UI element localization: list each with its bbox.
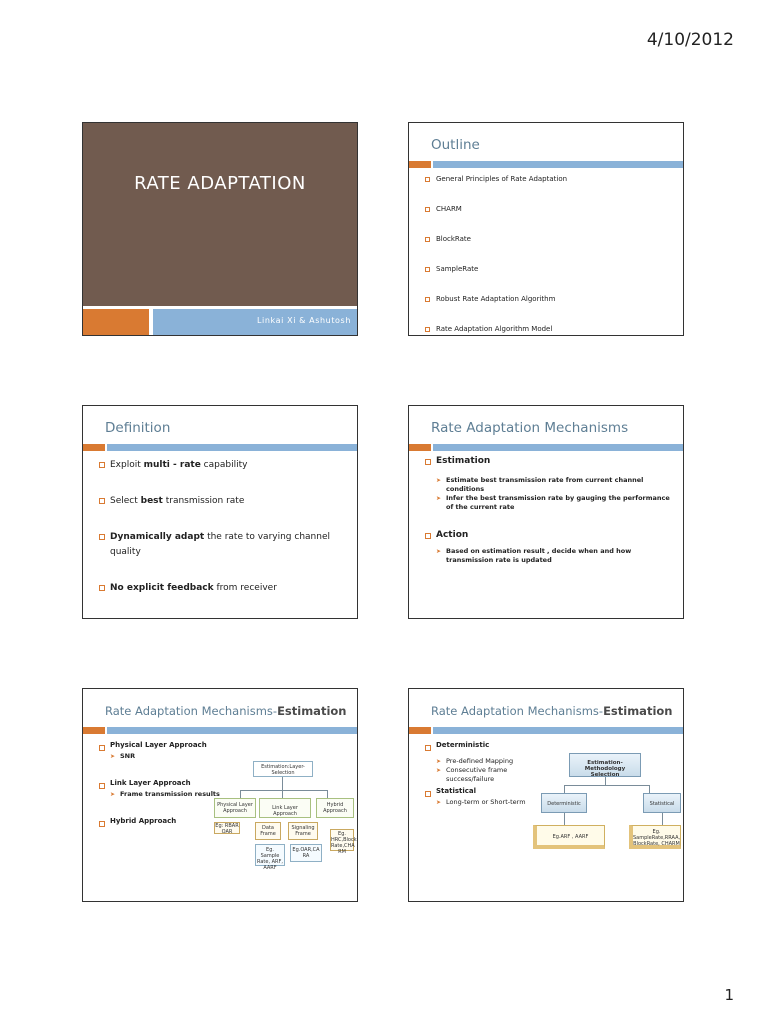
slide-heading: Outline: [431, 137, 480, 153]
diagram-node: Data Frame: [255, 822, 281, 840]
list-item: Select best transmission rate: [99, 494, 347, 509]
slide-title-text: RATE ADAPTATION: [134, 173, 306, 194]
list-item: Exploit multi - rate capability: [99, 458, 347, 473]
list-item: BlockRate: [425, 235, 673, 243]
outline-list: [425, 175, 673, 336]
sub-item: ➤ Infer the best transmission rate by gauging the performance of the current rate: [436, 494, 673, 512]
title-accent-orange: [83, 309, 149, 335]
list-item: Rate Adaptation Algorithm Model: [425, 325, 673, 333]
page-date: 4/10/2012: [646, 30, 734, 50]
slide-estimation-layer: [82, 688, 358, 902]
list-item: SampleRate: [425, 265, 673, 273]
diagram-node: Link Layer Approach: [259, 798, 311, 818]
sub-item: ➤ SNR: [110, 752, 229, 761]
slide-outline: [408, 122, 684, 336]
diagram-node: Eg. SampleRate,RRAA, BlockRate, CHARM: [629, 825, 681, 849]
heading-rule: [83, 444, 357, 451]
heading-rule: [409, 444, 683, 451]
list-item: Hybrid Approach: [99, 817, 229, 825]
diagram-node: Eg.ARF , AARF: [533, 825, 605, 849]
list-item: Dynamically adapt the rate to varying channel quality: [99, 530, 347, 560]
list-item: General Principles of Rate Adaptation: [425, 175, 673, 183]
slide-definition: [82, 405, 358, 619]
slide-estimation-methodology: [408, 688, 684, 902]
definition-list: [99, 458, 347, 617]
diagram-node: Eg. Sample Rate, ARF, AARF: [255, 844, 285, 866]
diagram-node: Eg: RBAR OAR: [215, 823, 239, 835]
slide-heading: Definition: [105, 420, 171, 436]
slide-mechanisms: [408, 405, 684, 619]
sub-item: ➤ Pre-defined Mapping: [436, 757, 555, 766]
list-item: Estimation: [425, 456, 673, 466]
sub-item: ➤ Long-term or Short-term: [436, 798, 555, 807]
slide-heading: Rate Adaptation Mechanisms-Estimation: [105, 704, 347, 718]
slide-heading: Rate Adaptation Mechanisms-Estimation: [431, 704, 673, 718]
heading-rule: [409, 727, 683, 734]
page-number: 1: [724, 986, 734, 1004]
sub-item: ➤ Consecutive frame success/failure: [436, 766, 555, 784]
diagram-node: Eg. HRC,Block Rate,CHA RM: [331, 831, 357, 855]
sub-item: ➤ Frame transmission results: [110, 790, 229, 799]
list-item: Physical Layer Approach: [99, 741, 229, 749]
mechanism-list: [425, 456, 673, 565]
list-item: Robust Rate Adaptation Algorithm: [425, 295, 673, 303]
diagram-node: Signaling Frame: [288, 822, 318, 840]
slide-heading: Rate Adaptation Mechanisms: [431, 420, 629, 436]
slide-title: [82, 122, 358, 336]
diagram-node: Estimation:Layer-Selection: [253, 761, 313, 777]
heading-rule: [83, 727, 357, 734]
approach-list: [99, 741, 229, 825]
title-background: [83, 123, 357, 306]
methodology-list: [425, 741, 555, 807]
list-item: Link Layer Approach: [99, 779, 229, 787]
diagram-node: Physical Layer Approach: [214, 798, 256, 818]
diagram-node: Statistical: [643, 793, 681, 813]
list-item: Statistical: [425, 787, 555, 795]
diagram-node: Eg.OAR,CA RA: [290, 844, 322, 862]
diagram-node: Hybrid Approach: [316, 798, 354, 818]
list-item: Deterministic: [425, 741, 555, 749]
sub-item: ➤ Estimate best transmission rate from current channel conditions: [436, 476, 673, 494]
list-item: Action: [425, 530, 673, 540]
diagram-node: Estimation-Methodology Selection: [569, 753, 641, 777]
heading-rule: [409, 161, 683, 168]
diagram-node: Deterministic: [541, 793, 587, 813]
list-item: CHARM: [425, 205, 673, 213]
slide-author: Linkai Xi & Ashutosh: [257, 316, 351, 325]
sub-item: ➤ Based on estimation result , decide when and how transmission rate is updated: [436, 547, 673, 565]
list-item: No explicit feedback from receiver: [99, 581, 347, 596]
